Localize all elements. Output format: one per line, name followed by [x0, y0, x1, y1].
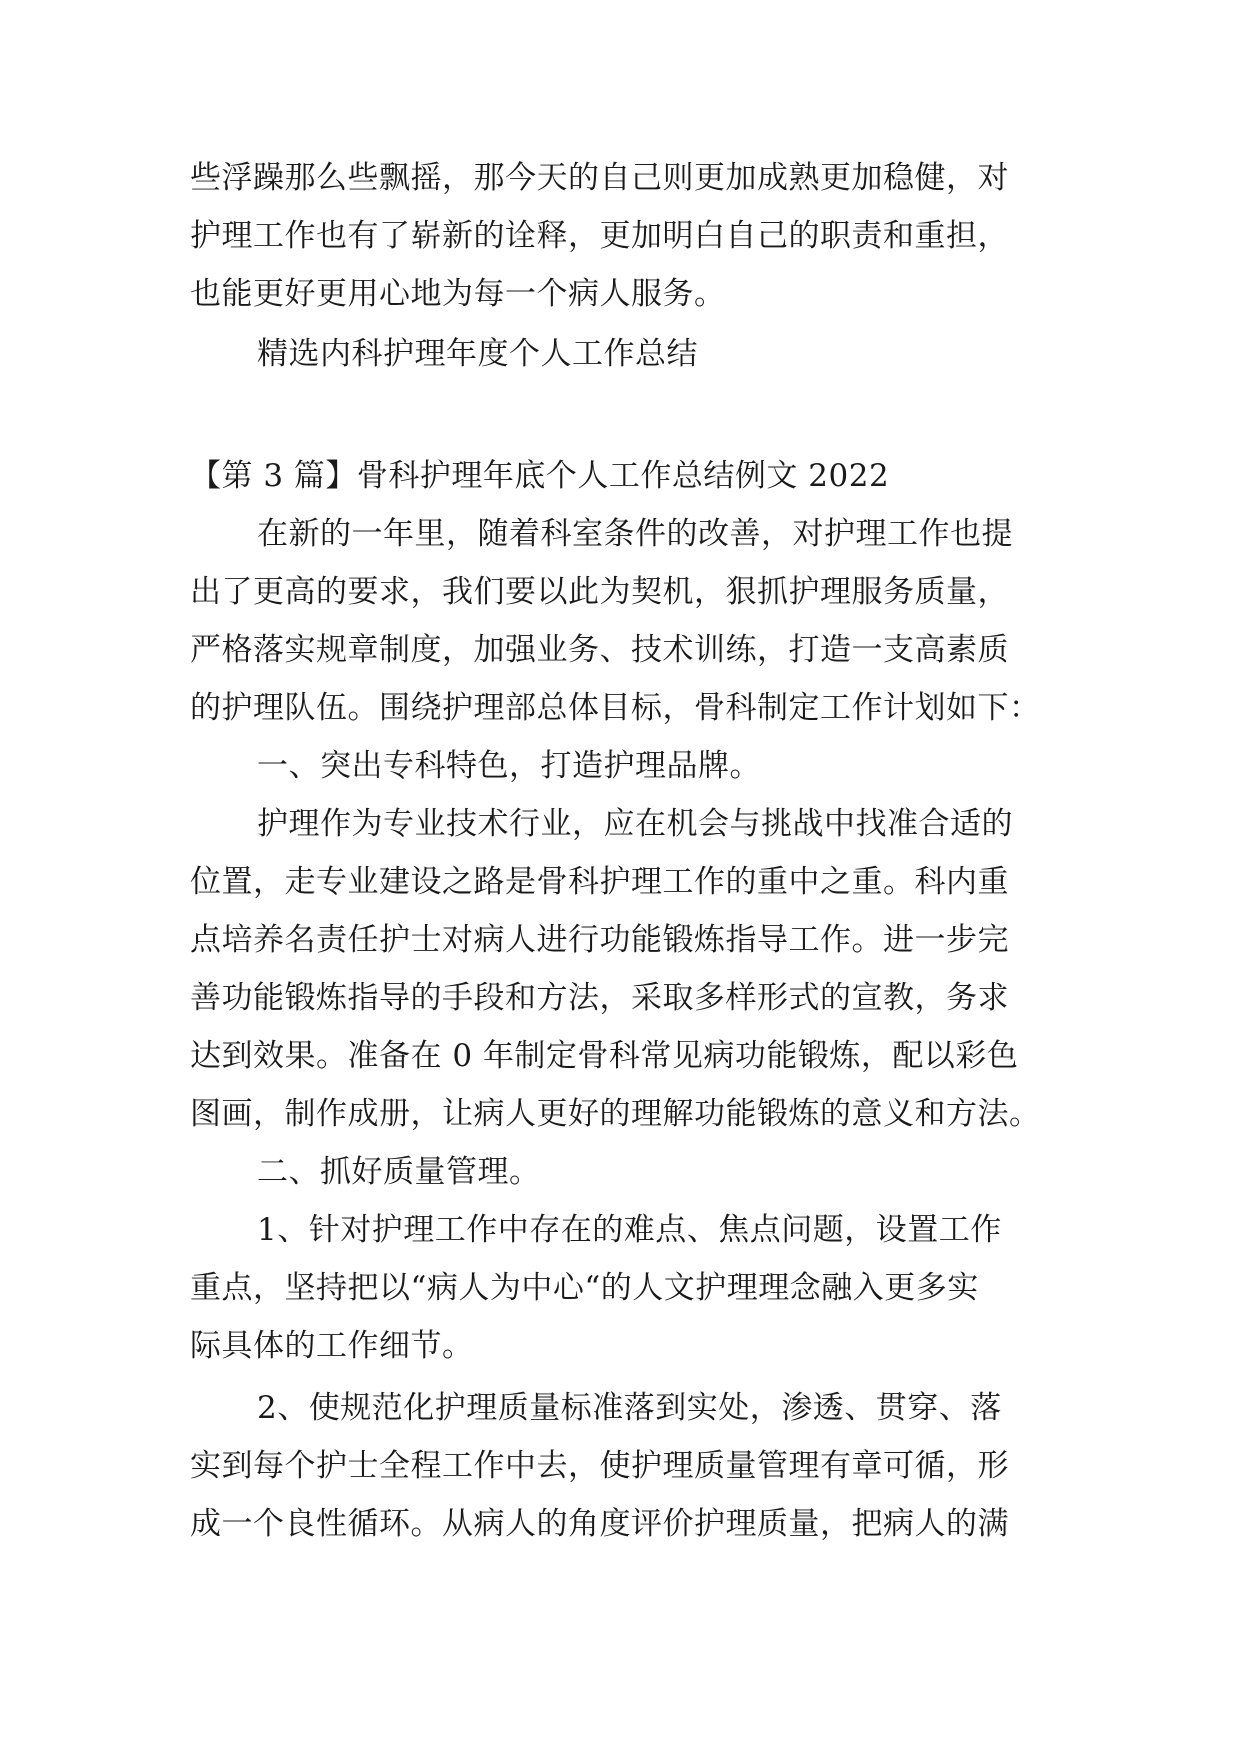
text-line: 际具体的工作细节。 — [190, 1328, 474, 1364]
text-line: 点培养名责任护士对病人进行功能锻炼指导工作。进一步完 — [190, 922, 1009, 958]
subheading: 二、抓好质量管理。 — [257, 1154, 541, 1190]
text-line: 善功能锻炼指导的手段和方法，采取多样形式的宣教，务求 — [190, 980, 1009, 1016]
text-line: 护理作为专业技术行业，应在机会与挑战中找准合适的 — [257, 806, 1013, 842]
text-line: 些浮躁那么些飘摇，那今天的自己则更加成熟更加稳健，对 — [190, 160, 1009, 196]
text-line: 的护理队伍。围绕护理部总体目标，骨科制定工作计划如下： — [190, 690, 1041, 726]
text-line: 图画，制作成册，让病人更好的理解功能锻炼的意义和方法。 — [190, 1096, 1041, 1132]
subheading: 一、突出专科特色，打造护理品牌。 — [257, 748, 761, 784]
text-line: 1、针对护理工作中存在的难点、焦点问题，设置工作 — [257, 1212, 1002, 1248]
text-line: 2、使规范化护理质量标准落到实处，渗透、贯穿、落 — [257, 1390, 1002, 1426]
text-line: 重点，坚持把以“病人为中心“的人文护理理念融入更多实 — [190, 1270, 979, 1306]
text-line: 位置，走专业建设之路是骨科护理工作的重中之重。科内重 — [190, 864, 1009, 900]
text-line: 严格落实规章制度，加强业务、技术训练，打造一支高素质 — [190, 632, 1009, 668]
text-line: 护理工作也有了崭新的诠释，更加明白自己的职责和重担， — [190, 218, 1009, 254]
text-line: 也能更好更用心地为每一个病人服务。 — [190, 276, 726, 312]
text-line: 达到效果。准备在 0 年制定骨科常见病功能锻炼，配以彩色 — [190, 1038, 1019, 1074]
text-line: 出了更高的要求，我们要以此为契机，狠抓护理服务质量， — [190, 574, 1009, 610]
text-line: 在新的一年里，随着科室条件的改善，对护理工作也提 — [257, 516, 1013, 552]
text-line: 实到每个护士全程工作中去，使护理质量管理有章可循，形 — [190, 1448, 1009, 1484]
previous-article-title: 精选内科护理年度个人工作总结 — [257, 336, 698, 372]
section-heading: 【第 3 篇】骨科护理年底个人工作总结例文 2022 — [190, 458, 890, 494]
text-line: 成一个良性循环。从病人的角度评价护理质量，把病人的满 — [190, 1506, 1009, 1542]
